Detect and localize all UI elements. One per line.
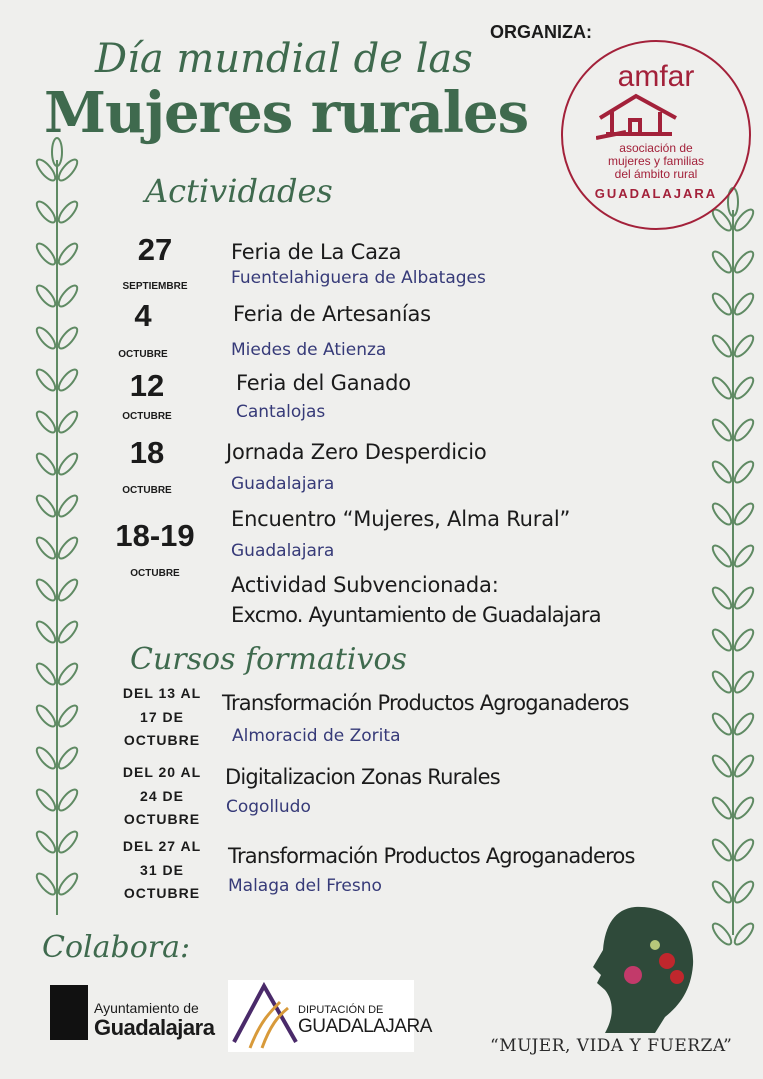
courses-heading: Cursos formativos xyxy=(130,642,407,677)
activity-day: 18-19 xyxy=(115,518,195,553)
activity-location: Cantalojas xyxy=(236,402,326,422)
subsidy-entity: Excmo. Ayuntamiento de Guadalajara xyxy=(231,603,601,627)
activity-month: OCTUBRE xyxy=(122,485,172,496)
course-location: Almoracid de Zorita xyxy=(232,726,401,746)
course-dates xyxy=(112,682,212,753)
activity-day: 18 xyxy=(129,435,165,470)
activity-location: Guadalajara xyxy=(231,474,335,494)
diputacion-logo xyxy=(228,980,432,1052)
activity-title: Feria de Artesanías xyxy=(233,302,431,326)
course-date-line: OCTUBRE xyxy=(123,732,201,748)
diputacion-emblem-icon xyxy=(230,982,300,1050)
house-icon xyxy=(596,92,686,140)
title-line1: Día mundial de las xyxy=(95,36,473,82)
activity-location: Miedes de Atienza xyxy=(231,340,387,360)
page-title: Mujeres rurales xyxy=(44,80,529,146)
course-title: Digitalizacion Zonas Rurales xyxy=(225,765,500,789)
motto: “MUJER, VIDA Y FUERZA” xyxy=(490,1036,733,1056)
logo-text-3: del ámbito rural xyxy=(614,167,698,181)
course-title: Transformación Productos Agroganaderos xyxy=(228,844,635,868)
activity-day: 27 xyxy=(137,232,173,267)
logo-text-1: asociación de xyxy=(619,141,693,155)
diputacion-line2: GUADALAJARA xyxy=(298,1016,432,1037)
activity-month: OCTUBRE xyxy=(122,411,172,422)
activity-location: Guadalajara xyxy=(231,541,335,561)
activity-month: SEPTIEMBRE xyxy=(122,281,188,292)
activity-title: Feria de La Caza xyxy=(231,240,402,264)
course-date-line: DEL 13 AL xyxy=(122,685,202,701)
course-dates xyxy=(112,835,212,906)
course-date-line: 24 DE xyxy=(140,787,184,804)
woman-silhouette-illustration xyxy=(585,905,705,1035)
diputacion-line1: DIPUTACIÓN DE xyxy=(298,1004,384,1016)
logo-region: GUADALAJARA xyxy=(594,186,718,201)
logo-text-2: mujeres y familias xyxy=(607,154,705,168)
amfar-logo-name: amfar xyxy=(617,60,695,93)
activity-title: Feria del Ganado xyxy=(236,371,411,395)
collaborate-heading: Colabora: xyxy=(42,930,191,965)
course-title: Transformación Productos Agroganaderos xyxy=(222,691,629,715)
activity-location: Fuentelahiguera de Albatages xyxy=(231,268,486,288)
subsidy-label: Actividad Subvencionada: xyxy=(231,573,499,597)
activities-heading: Actividades xyxy=(145,172,333,210)
organiza-label: ORGANIZA: xyxy=(490,22,592,42)
ayuntamiento-emblem-icon xyxy=(50,985,88,1040)
course-date-line: OCTUBRE xyxy=(123,811,201,827)
activity-day: 12 xyxy=(129,368,165,403)
activity-month: OCTUBRE xyxy=(130,568,180,579)
ayuntamiento-line1: Ayuntamiento de xyxy=(94,1000,199,1016)
ayuntamiento-line2: Guadalajara xyxy=(94,1015,215,1040)
activity-day: 4 xyxy=(134,298,152,333)
course-dates xyxy=(112,761,212,832)
activity-month: OCTUBRE xyxy=(118,349,168,360)
course-date-line: DEL 27 AL xyxy=(122,838,202,854)
course-date-line: 17 DE xyxy=(140,708,184,725)
course-date-line: 31 DE xyxy=(140,861,184,878)
activity-title: Jornada Zero Desperdicio xyxy=(226,440,487,464)
course-date-line: OCTUBRE xyxy=(123,885,201,901)
activity-title: Encuentro “Mujeres, Alma Rural” xyxy=(231,507,571,531)
course-date-line: DEL 20 AL xyxy=(122,764,202,780)
course-location: Malaga del Fresno xyxy=(228,876,382,896)
course-location: Cogolludo xyxy=(226,797,311,817)
